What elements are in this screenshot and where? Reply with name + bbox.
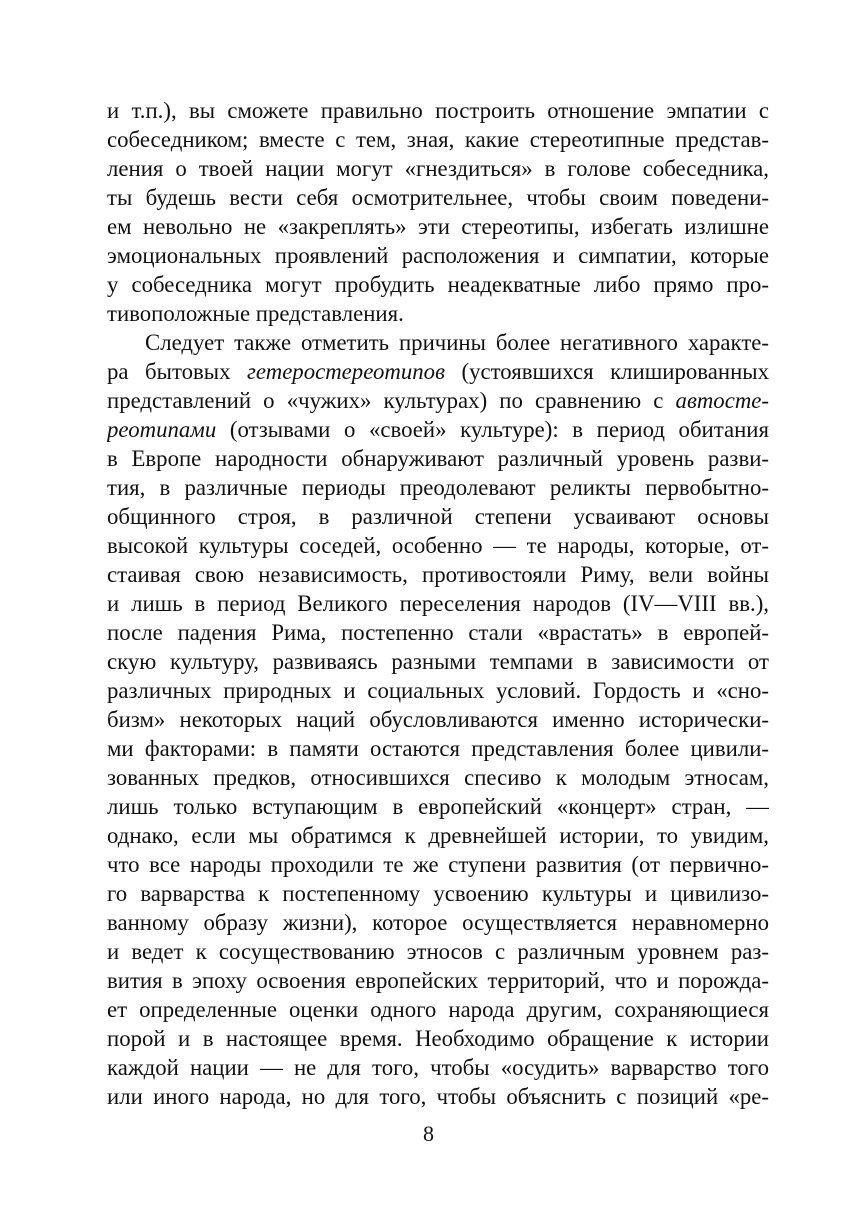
text-segment: ты будешь вести себя осмотрительнее, чтобы своим поведени- <box>107 185 769 210</box>
text-line <box>107 212 769 241</box>
text-segment: ванному образу жизни), которое осуществляется неравномерно <box>107 910 769 935</box>
text-segment: ми факторами: в памяти остаются представления более цивили- <box>107 736 769 761</box>
text-line <box>107 647 769 676</box>
text-segment: вития в эпоху освоения европейских территорий, что и порожда- <box>107 968 769 993</box>
text-segment: после падения Рима, постепенно стали «врастать» в европей- <box>107 620 769 645</box>
text-line <box>107 183 769 212</box>
text-segment: (отзывами о «своей» культуре): в период обитания <box>216 417 769 442</box>
text-line <box>107 763 769 792</box>
text-segment: тивоположные представления. <box>107 301 404 326</box>
text-segment: представлений о «чужих» культурах) по сравнению с <box>107 388 676 413</box>
text-segment: тия, в различные периоды преодолевают реликты первобытно- <box>107 475 769 500</box>
italic-term: реотипами <box>107 417 217 442</box>
text-line <box>107 589 769 618</box>
text-line <box>107 792 769 821</box>
text-segment: в Европе народности обнаруживают различный уровень разви- <box>107 446 769 471</box>
text-line <box>107 1053 769 1082</box>
text-segment: высокой культуры соседей, особенно — те народы, которые, от- <box>107 533 769 558</box>
text-line <box>107 705 769 734</box>
text-line <box>107 415 769 444</box>
text-line <box>107 734 769 763</box>
text-line <box>107 270 769 299</box>
italic-term: автосте- <box>675 388 769 413</box>
text-line <box>107 502 769 531</box>
text-segment: стаивая свою независимость, противостояли Риму, вели войны <box>107 562 769 587</box>
text-line <box>107 995 769 1024</box>
text-line <box>107 1024 769 1053</box>
text-line <box>107 879 769 908</box>
italic-term: гетеростереотипов <box>247 359 445 384</box>
text-line <box>107 531 769 560</box>
text-line <box>107 966 769 995</box>
text-segment: или иного народа, но для того, чтобы объяснить с позиций «ре- <box>107 1084 769 1109</box>
text-line <box>107 328 769 357</box>
text-segment: что все народы проходили те же ступени развития (от первично- <box>107 852 769 877</box>
text-segment: го варварства к постепенному усвоению культуры и цивилизо- <box>107 881 769 906</box>
text-line <box>107 154 769 183</box>
text-line <box>107 908 769 937</box>
text-line <box>107 444 769 473</box>
text-segment: (устоявшихся клишированных <box>444 359 769 384</box>
page-number: 8 <box>423 1121 434 1146</box>
text-line <box>107 850 769 879</box>
text-segment: общинного строя, в различной степени усваивают основы <box>107 504 769 529</box>
text-segment: Следует также отметить причины более негативного характе- <box>145 330 769 355</box>
text-segment: скую культуру, развиваясь разными темпами в зависимости от <box>107 649 769 674</box>
text-line <box>107 618 769 647</box>
text-segment: ра бытовых <box>107 359 248 384</box>
text-segment: и лишь в период Великого переселения народов (IV—VIII вв.), <box>107 591 769 616</box>
text-segment: каждой нации — не для того, чтобы «осудить» варварство того <box>107 1055 769 1080</box>
text-segment: однако, если мы обратимся к древнейшей истории, то увидим, <box>107 823 769 848</box>
text-segment: различных природных и социальных условий. Гордость и «сно- <box>107 678 769 703</box>
text-segment: ет определенные оценки одного народа другим, сохраняющиеся <box>107 997 769 1022</box>
text-segment: лишь только вступающим в европейский «концерт» стран, — <box>107 794 769 819</box>
text-segment: порой и в настоящее время. Необходимо обращение к истории <box>107 1026 769 1051</box>
text-segment: эмоциональных проявлений расположения и симпатии, которые <box>107 243 769 268</box>
text-line <box>107 299 769 328</box>
text-line <box>107 96 769 125</box>
text-line <box>107 821 769 850</box>
text-line <box>107 357 769 386</box>
text-line <box>107 125 769 154</box>
body-text <box>107 96 769 1111</box>
text-segment: ем невольно не «закреплять» эти стереотипы, избегать излишне <box>107 214 769 239</box>
text-line <box>107 473 769 502</box>
text-line <box>107 386 769 415</box>
text-segment: собеседником; вместе с тем, зная, какие стереотипные представ- <box>107 127 769 152</box>
text-line <box>107 560 769 589</box>
text-segment: ления о твоей нации могут «гнездиться» в голове собеседника, <box>107 156 769 181</box>
text-segment: бизм» некоторых наций обусловливаются именно исторически- <box>107 707 769 732</box>
text-line <box>107 937 769 966</box>
text-segment: у собеседника могут пробудить неадекватные либо прямо про- <box>107 272 769 297</box>
text-segment: и ведет к сосуществованию этносов с различным уровнем раз- <box>107 939 769 964</box>
text-segment: и т.п.), вы сможете правильно построить отношение эмпатии с <box>107 98 769 123</box>
text-line <box>107 676 769 705</box>
text-line <box>107 241 769 270</box>
text-segment: зованных предков, относившихся спесиво к молодым этносам, <box>107 765 769 790</box>
text-line <box>107 1082 769 1111</box>
